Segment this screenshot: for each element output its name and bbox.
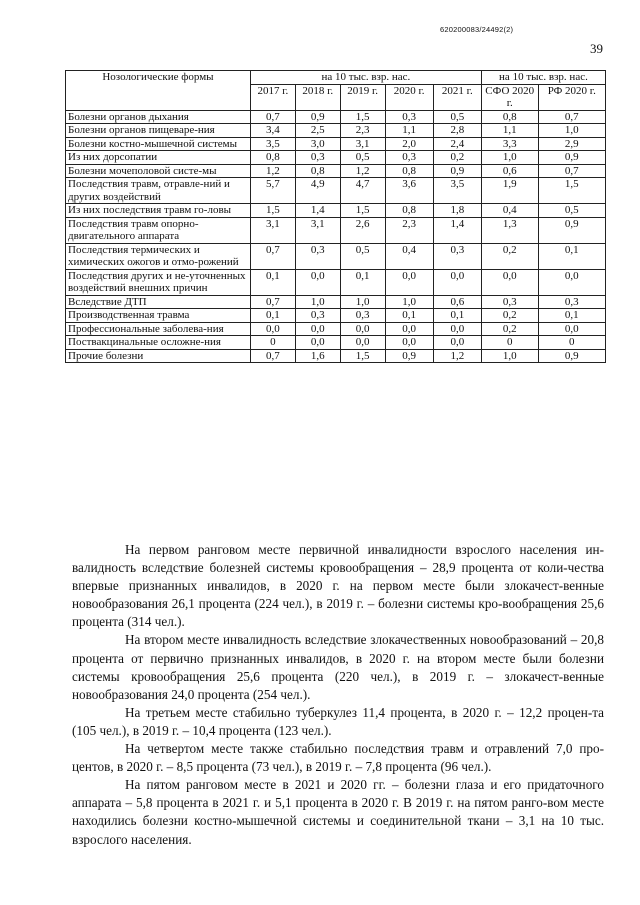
table-cell: 1,2 <box>433 349 481 363</box>
table-cell: 0,3 <box>295 243 340 269</box>
column-header-nosology: Нозологические формы <box>66 71 251 111</box>
table-cell: 0,1 <box>538 243 605 269</box>
table-cell: 1,8 <box>433 204 481 218</box>
table-cell: 0,8 <box>295 164 340 178</box>
table-cell: 1,6 <box>295 349 340 363</box>
table-cell: 0,4 <box>385 243 433 269</box>
table-cell: 0,4 <box>481 204 538 218</box>
table-cell: 1,0 <box>295 295 340 309</box>
table-cell: 1,0 <box>385 295 433 309</box>
table-row <box>66 243 606 269</box>
table-cell: 1,5 <box>340 349 385 363</box>
column-header-year: 2021 г. <box>433 84 481 110</box>
table-row <box>66 164 606 178</box>
table-cell: 0,0 <box>295 269 340 295</box>
table-cell: 0,5 <box>433 110 481 124</box>
table-cell: 3,1 <box>340 137 385 151</box>
table-cell: 0,3 <box>433 243 481 269</box>
table-cell: 0,0 <box>340 322 385 336</box>
table-cell: 0,5 <box>340 151 385 165</box>
table-cell: 0,9 <box>295 110 340 124</box>
paragraph: На четвертом месте также стабильно последствия травм и отравлений 7,0 про-центов, в 2020 г. – 8,5 процента (73 чел.), в 2019 г. – 7,8 процента (96 чел.). <box>72 741 604 775</box>
table-cell: 0 <box>481 336 538 350</box>
table-cell: 0,9 <box>538 151 605 165</box>
table-cell: 2,3 <box>385 217 433 243</box>
row-label: Последствия травм, отравле-ний и других воздействий <box>66 178 251 204</box>
table-cell: 4,7 <box>340 178 385 204</box>
row-label: Вследствие ДТП <box>66 295 251 309</box>
table-body <box>66 110 606 363</box>
table-cell: 0,1 <box>385 309 433 323</box>
table-cell: 3,0 <box>295 137 340 151</box>
table-cell: 0,5 <box>538 204 605 218</box>
row-label: Последствия термических и химических ожогов и отмо-рожений <box>66 243 251 269</box>
table-cell: 0,1 <box>340 269 385 295</box>
table-row <box>66 322 606 336</box>
table-cell: 0,7 <box>538 164 605 178</box>
table-row <box>66 137 606 151</box>
table-cell: 0,0 <box>385 336 433 350</box>
table-cell: 0,9 <box>538 217 605 243</box>
table-cell: 0,0 <box>340 336 385 350</box>
table-cell: 1,2 <box>250 164 295 178</box>
table-cell: 1,0 <box>538 124 605 138</box>
table-row <box>66 336 606 350</box>
table-cell: 0,8 <box>250 151 295 165</box>
column-group-compare: на 10 тыс. взр. нас. <box>481 71 605 85</box>
table-cell: 2,0 <box>385 137 433 151</box>
table-cell: 0,2 <box>481 243 538 269</box>
row-label: Из них последствия травм го-ловы <box>66 204 251 218</box>
page-number: 39 <box>590 41 603 56</box>
table-cell: 0,7 <box>538 110 605 124</box>
table-cell: 1,5 <box>340 204 385 218</box>
table-cell: 0,0 <box>433 336 481 350</box>
table-row <box>66 217 606 243</box>
table-cell: 1,1 <box>481 124 538 138</box>
table-cell: 3,5 <box>250 137 295 151</box>
table-cell: 0 <box>250 336 295 350</box>
table-cell: 0,0 <box>538 269 605 295</box>
table-cell: 0,3 <box>295 151 340 165</box>
table-cell: 0,1 <box>538 309 605 323</box>
table-cell: 0,5 <box>340 243 385 269</box>
column-group-local: на 10 тыс. взр. нас. <box>250 71 481 85</box>
table-cell: 0,3 <box>538 295 605 309</box>
row-label: Из них дорсопатии <box>66 151 251 165</box>
table-row <box>66 349 606 363</box>
paragraph: На третьем месте стабильно туберкулез 11,4 процента, в 2020 г. – 12,2 процен-та (105 чел.), в 2019 г. – 10,4 процента (123 чел.). <box>72 704 604 738</box>
table-row <box>66 309 606 323</box>
row-label: Производственная травма <box>66 309 251 323</box>
table-row <box>66 151 606 165</box>
table-row <box>66 110 606 124</box>
document-id: 620200083/24492(2) <box>440 25 514 34</box>
table-cell: 0,9 <box>538 349 605 363</box>
paragraph: На пятом ранговом месте в 2021 и 2020 гг. – болезни глаза и его придаточного аппарата – 5,8 процента в 2021 г. и 5,1 процента в 2020 г. В 2019 г. на пятом ранго-вом месте находились болезни костно-мышечной системы и соединительной ткани – 3,1 на 10 тыс. взрослого населения. <box>72 777 604 847</box>
table-cell: 0,0 <box>433 322 481 336</box>
row-label: Последствия других и не-уточненных воздействий внешних причин <box>66 269 251 295</box>
table-cell: 3,6 <box>385 178 433 204</box>
table-cell: 2,5 <box>295 124 340 138</box>
table-cell: 2,6 <box>340 217 385 243</box>
column-header-year: 2019 г. <box>340 84 385 110</box>
row-label: Болезни органов пищеваре-ния <box>66 124 251 138</box>
disability-table <box>65 70 606 363</box>
paragraph: На втором месте инвалидность вследствие злокачественных новообразований – 20,8 процента от первично признанных инвалидов, в 2020 г. на втором месте были болезни системы кровообращения 25,6 процента (220 чел.), в 2019 г. – злокачест-венные новообразования 24,0 процента (254 чел.). <box>72 632 604 702</box>
row-label: Прочие болезни <box>66 349 251 363</box>
table-cell: 0,9 <box>385 349 433 363</box>
table-cell: 0,0 <box>385 322 433 336</box>
table-cell: 0,0 <box>481 269 538 295</box>
table-cell: 3,5 <box>433 178 481 204</box>
body-text <box>72 541 604 849</box>
table-cell: 0,3 <box>385 151 433 165</box>
table-header-row-1 <box>66 71 606 85</box>
table-cell: 0,8 <box>385 164 433 178</box>
table-cell: 0,3 <box>340 309 385 323</box>
table-cell: 0,0 <box>433 269 481 295</box>
column-header-year: 2017 г. <box>250 84 295 110</box>
table-cell: 1,1 <box>385 124 433 138</box>
table-cell: 1,0 <box>481 349 538 363</box>
column-header-year: 2020 г. <box>385 84 433 110</box>
table-cell: 0 <box>538 336 605 350</box>
table-cell: 1,9 <box>481 178 538 204</box>
table-cell: 0,6 <box>481 164 538 178</box>
table-cell: 0,2 <box>481 309 538 323</box>
row-label: Последствия травм опорно-двигательного аппарата <box>66 217 251 243</box>
table-cell: 0,0 <box>250 322 295 336</box>
table-row <box>66 124 606 138</box>
column-header-compare: РФ 2020 г. <box>538 84 605 110</box>
table-cell: 3,4 <box>250 124 295 138</box>
table-cell: 3,3 <box>481 137 538 151</box>
table-cell: 0,3 <box>295 309 340 323</box>
table-cell: 1,5 <box>340 110 385 124</box>
table-cell: 0,0 <box>295 322 340 336</box>
table-cell: 0,6 <box>433 295 481 309</box>
table-cell: 0,3 <box>385 110 433 124</box>
table-cell: 0,1 <box>250 309 295 323</box>
column-header-compare: СФО 2020 г. <box>481 84 538 110</box>
paragraph: На первом ранговом месте первичной инвалидности взрослого населения ин-валидность вследствие болезней системы кровообращения – 28,9 процента от коли-чества впервые признанных инвалидов, в 2020 г. на первом месте были злокачест-венные новообразования 26,1 процента (224 чел.), в 2019 г. – болезни системы кро-вообращения 25,6 процента (314 чел.). <box>72 542 604 630</box>
table-row <box>66 178 606 204</box>
table-row <box>66 204 606 218</box>
table-cell: 0,7 <box>250 349 295 363</box>
table-row <box>66 295 606 309</box>
table-cell: 2,9 <box>538 137 605 151</box>
row-label: Болезни органов дыхания <box>66 110 251 124</box>
table-cell: 1,4 <box>295 204 340 218</box>
table-cell: 4,9 <box>295 178 340 204</box>
table-cell: 5,7 <box>250 178 295 204</box>
table-cell: 3,1 <box>295 217 340 243</box>
table-cell: 0,7 <box>250 295 295 309</box>
table-cell: 1,4 <box>433 217 481 243</box>
table-cell: 1,5 <box>538 178 605 204</box>
table-cell: 1,3 <box>481 217 538 243</box>
table-cell: 1,2 <box>340 164 385 178</box>
table-cell: 0,9 <box>433 164 481 178</box>
table-cell: 2,4 <box>433 137 481 151</box>
table-cell: 0,2 <box>433 151 481 165</box>
row-label: Болезни костно-мышечной системы <box>66 137 251 151</box>
row-label: Поствакцинальные осложне-ния <box>66 336 251 350</box>
table-cell: 0,1 <box>250 269 295 295</box>
table-cell: 0,7 <box>250 110 295 124</box>
table-cell: 1,0 <box>481 151 538 165</box>
column-header-year: 2018 г. <box>295 84 340 110</box>
table-cell: 0,7 <box>250 243 295 269</box>
table-cell: 0,0 <box>295 336 340 350</box>
row-label: Профессиональные заболева-ния <box>66 322 251 336</box>
table-cell: 0,1 <box>433 309 481 323</box>
table-row <box>66 269 606 295</box>
table-cell: 2,8 <box>433 124 481 138</box>
table-cell: 0,0 <box>385 269 433 295</box>
table-cell: 0,8 <box>481 110 538 124</box>
table-cell: 1,5 <box>250 204 295 218</box>
table-cell: 1,0 <box>340 295 385 309</box>
table-cell: 0,8 <box>385 204 433 218</box>
table-cell: 3,1 <box>250 217 295 243</box>
table-cell: 0,2 <box>481 322 538 336</box>
table-cell: 0,3 <box>481 295 538 309</box>
table-cell: 0,0 <box>538 322 605 336</box>
table-cell: 2,3 <box>340 124 385 138</box>
row-label: Болезни мочеполовой систе-мы <box>66 164 251 178</box>
